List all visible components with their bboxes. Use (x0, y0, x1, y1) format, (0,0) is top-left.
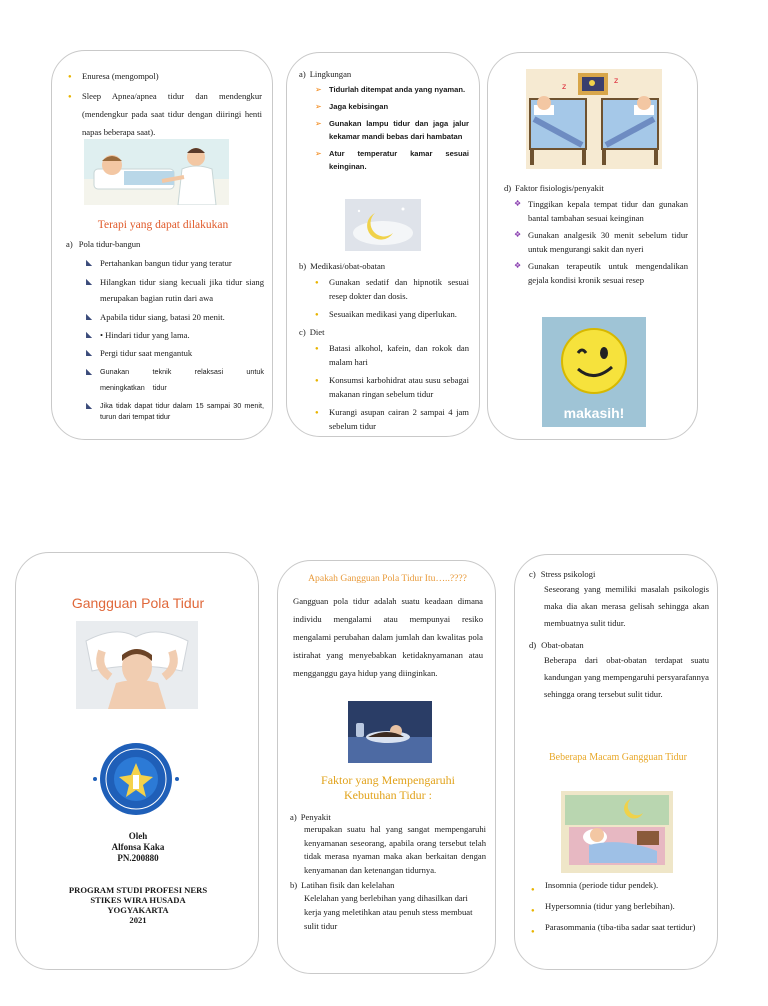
cover-by-label: Oleh (128, 831, 148, 841)
panel-environment-diet (286, 52, 480, 437)
factor-title: Faktor yang Mempengaruhi Kebutuhan Tidur : (321, 773, 455, 802)
factor-a-text: merupakan suatu hal yang sangat mempengaruhi kenyamanan seseorang, apabila orang tersebut telah tidak merasa nyaman maka akan berkaitan dengan kenyamanan dan ketenangan tidurnya. (304, 824, 486, 875)
physiological-item: ❖ Tinggikan kepala tempat tidur dan gunakan bantal tambahan sesuai keinginan (514, 199, 688, 223)
factor-d-text: Beberapa dari obat-obatan terdapat suatu kandungan yang mempengaruhi persyarafannya sehingga orang tersebut sulit tidur. (544, 655, 709, 699)
nurse-patient-illustration (84, 139, 229, 205)
panel-physiological (487, 52, 698, 440)
panel-cover (15, 552, 259, 970)
makasih-smiley-image (542, 317, 646, 427)
therapy-item: ◣ • Hindari tidur yang lama. (86, 330, 190, 340)
stikes-logo-seal (91, 739, 181, 819)
cover-school: STIKES WIRA HUSADA (90, 895, 186, 905)
diet-item: ● Konsumsi karbohidrat atau susu sebagai makanan ringan sebelum tidur (315, 375, 469, 399)
factor-b-exercise: b) Latihan fisik dan kelelahan (290, 880, 395, 891)
cover-title: Gangguan Pola Tidur (71, 595, 205, 611)
bullet-sleep-apnea: ● Sleep Apnea/apnea tidur dan mendengkur (mendengkur pada saat tidur dengan diiringi henti napas beberapa saat). (68, 91, 262, 137)
section-b-medication: b) Medikasi/obat-obatan (299, 261, 386, 271)
factor-d-drugs: d) Obat-obatan (529, 640, 584, 650)
types-title: Beberapa Macam Gangguan Tidur (548, 752, 688, 763)
physiological-item: ❖ Gunakan terapeutik untuk mengendalikan gejala kondisi kronik sesuai resep (514, 261, 688, 285)
therapy-item: ◣ Pertahankan bangun tidur yang teratur (86, 258, 232, 268)
svg-text:z: z (614, 76, 619, 85)
medication-item: ● Sesuaikan medikasi yang diperlukan. (315, 309, 457, 319)
section-a-environment: a) Lingkungan (299, 69, 352, 79)
panel-sleep-therapy (51, 50, 273, 440)
factor-c-text: Seseorang yang memiliki masalah psikologis maka dia akan merasa gelisah sehingga akan membuatnya sulit tidur. (544, 584, 709, 628)
section-d-physiological: d) Faktor fisiologis/penyakit (504, 183, 604, 193)
cover-author-id: PN.200880 (117, 853, 159, 863)
svg-text:z: z (562, 82, 567, 91)
diet-item: ● Batasi alkohol, kafein, dan rokok dan malam hari (315, 343, 469, 367)
panel-definition-factors (277, 560, 496, 974)
disorder-type-item: ● Insomnia (periode tidur pendek). (531, 880, 659, 893)
sleeping-woman-photo (348, 701, 432, 763)
factor-c-stress: c) Stress psikologi (529, 569, 596, 579)
disorder-type-item: ● Parasommania (tiba-tiba sadar saat tertidur) (531, 922, 696, 935)
environment-item: ➢ Atur temperatur kamar sesuai keinginan. (315, 149, 469, 171)
environment-item: ➢ Jaga kebisingan (315, 102, 389, 111)
factor-a-disease: a) Penyakit (290, 812, 331, 822)
diet-item: ● Kurangi asupan cairan 2 sampai 4 jam sebelum tidur (315, 407, 469, 431)
medication-item: ● Gunakan sedatif dan hipnotik sesuai resep dokter dan dosis. (315, 277, 469, 301)
disorder-type-item: ● Hypersomnia (tidur yang berlebihan). (531, 901, 675, 914)
cover-city: YOGYAKARTA (107, 905, 169, 915)
bullet-enuresa: ● Enuresa (mengompol) (68, 71, 159, 81)
section-a-sleep-wake: a) Pola tidur-bangun (66, 239, 141, 249)
therapy-item: ◣ Apabila tidur siang, batasi 20 menit. (86, 312, 225, 322)
therapy-item: ◣ Gunakan teknik relaksasi untuk meningkatkan tidur (86, 367, 264, 392)
environment-item: ➢ Tidurlah ditempat anda yang nyaman. (315, 85, 466, 94)
woman-pillow-photo (76, 621, 198, 709)
therapy-item: ◣ Hilangkan tidur siang kecuali jika tidur siang merupakan bagian rutin dari awa (86, 277, 264, 303)
cover-program: PROGRAM STUDI PROFESI NERS (68, 885, 208, 895)
crescent-moon-image (345, 199, 421, 251)
makasih-label: makasih! (563, 405, 625, 421)
factor-b-text: Kelelahan yang berlebihan yang dihasilkan dari kerja yang meletihkan atau penuh stess membuat sulit tidur (304, 893, 473, 931)
definition-question-title: Apakah Gangguan Pola Tidur Itu…..???? (308, 573, 467, 584)
cover-author-name: Alfonsa Kaka (111, 842, 165, 852)
environment-item: ➢ Gunakan lampu tidur dan jaga jalur kekamar mandi bebas dari hambatan (315, 119, 469, 141)
cover-year: 2021 (129, 915, 147, 925)
panel-types-of-disorders (514, 554, 718, 970)
physiological-item: ❖ Gunakan analgesik 30 menit sebelum tidur untuk mengurangi sakit dan nyeri (514, 230, 688, 254)
section-c-diet: c) Diet (299, 327, 325, 337)
therapy-item: ◣ Jika tidak dapat tidur dalam 15 sampai 30 menit, turun dari tempat tidur (86, 401, 264, 421)
definition-text: Gangguan pola tidur adalah suatu keadaan dimana individu mengalami atau mempunyai resiko mengalami perubahan dalam jumlah dan kwalitas pola istirahat yang menyebabkan ketidaknyamanan atau mengganggu gaya hidup yang diinginkan. (293, 596, 483, 678)
sleeping-in-beds-illustration (526, 69, 662, 169)
therapy-title: Terapi yang dapat dilakukan (97, 219, 229, 231)
therapy-item: ◣ Pergi tidur saat mengantuk (86, 348, 193, 358)
sleeping-child-illustration (561, 791, 673, 873)
